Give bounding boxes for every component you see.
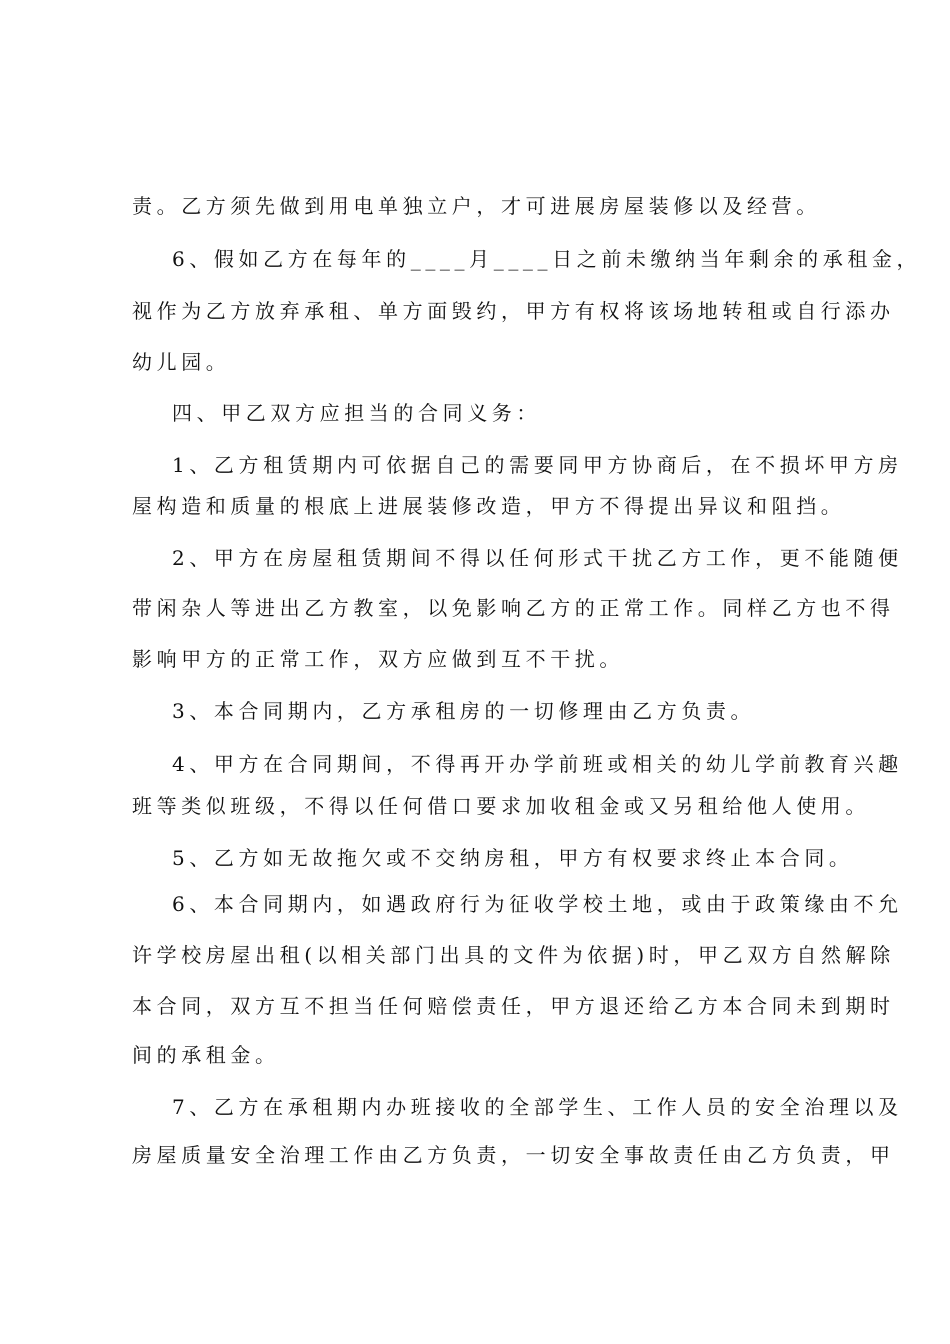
paragraph-9-line-4: 间的承租金。 (132, 1043, 280, 1067)
section-heading-4: 四、甲乙双方应担当的合同义务： (172, 401, 541, 425)
paragraph-7-line-2: 班等类似班级，不得以任何借口要求加收租金或又另租给他人使用。 (132, 794, 870, 818)
paragraph-6-line-1: 3、本合同期内，乙方承租房的一切修理由乙方负责。 (172, 699, 756, 723)
paragraph-5-line-2: 带闲杂人等进出乙方教室，以免影响乙方的正常工作。同样乙方也不得 (132, 596, 895, 620)
paragraph-10-line-1: 7、乙方在承租期内办班接收的全部学生、工作人员的安全治理以及 (172, 1095, 903, 1119)
paragraph-4-line-1: 1、乙方租赁期内可依据自己的需要同甲方协商后，在不损坏甲方房 (172, 453, 903, 477)
paragraph-8-line-1: 5、乙方如无故拖欠或不交纳房租，甲方有权要求终止本合同。 (172, 846, 854, 870)
paragraph-2-line-1: 6、假如乙方在每年的____月____日之前未缴纳当年剩余的承租金， (172, 247, 922, 271)
paragraph-2-line-3: 幼儿园。 (132, 350, 231, 374)
paragraph-7-line-1: 4、甲方在合同期间，不得再开办学前班或相关的幼儿学前教育兴趣 (172, 752, 903, 776)
paragraph-1-line-1: 责。乙方须先做到用电单独立户，才可进展房屋装修以及经营。 (132, 194, 821, 218)
paragraph-5-line-3: 影响甲方的正常工作，双方应做到互不干扰。 (132, 647, 624, 671)
paragraph-10-line-2: 房屋质量安全治理工作由乙方负责，一切安全事故责任由乙方负责，甲 (132, 1143, 895, 1167)
paragraph-9-line-3: 本合同，双方互不担当任何赔偿责任，甲方退还给乙方本合同未到期时 (132, 994, 895, 1018)
paragraph-4-line-2: 屋构造和质量的根底上进展装修改造，甲方不得提出异议和阻挡。 (132, 494, 846, 518)
paragraph-9-line-2: 许学校房屋出租(以相关部门出具的文件为依据)时，甲乙双方自然解除 (132, 943, 895, 967)
paragraph-5-line-1: 2、甲方在房屋租赁期间不得以任何形式干扰乙方工作，更不能随便 (172, 546, 903, 570)
paragraph-9-line-1: 6、本合同期内，如遇政府行为征收学校土地，或由于政策缘由不允 (172, 892, 903, 916)
paragraph-2-line-2: 视作为乙方放弃承租、单方面毁约，甲方有权将该场地转租或自行添办 (132, 299, 895, 323)
